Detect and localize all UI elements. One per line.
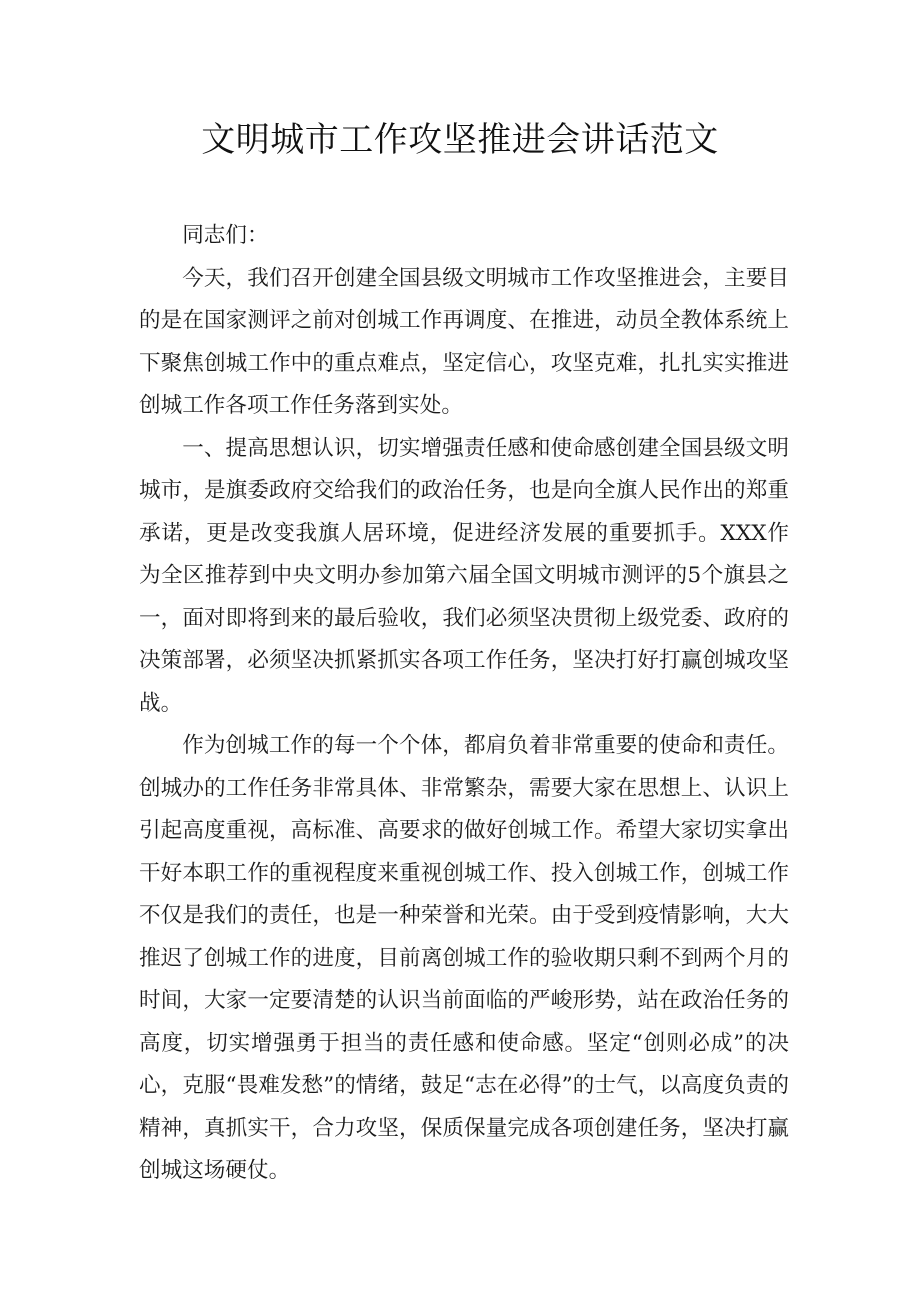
document-title: 文明城市工作攻坚推进会讲话范文 bbox=[201, 120, 719, 160]
paragraph-section-one: 一、提高思想认识，切实增强责任感和使命感创建全国县级文明城市，是旗委政府交给我们的政治任务，也是向全旗人民作出的郑重承诺，更是改变我旗人居环境，促进经济发展的重要抓手。XXX作为全区推荐到中央文明办参加第六届全国文明城市测评的5个旗县之一，面对即将到来的最后验收，我们必须坚决贯彻上级党委、政府的决策部署，必须坚决抓紧抓实各项工作任务，坚决打好打赢创城攻坚战。 bbox=[139, 435, 789, 716]
paragraph-responsibility: 作为创城工作的每一个个体，都肩负着非常重要的使命和责任。创城办的工作任务非常具体、非常繁杂，需要大家在思想上、认识上引起高度重视，高标准、高要求的做好创城工作。希望大家切实拿出干好本职工作的重视程度来重视创城工作、投入创城工作，创城工作不仅是我们的责任，也是一种荣誉和光荣。由于受到疫情影响，大大推迟了创城工作的进度，目前离创城工作的验收期只剩不到两个月的时间，大家一定要清楚的认识当前面临的严峻形势，站在政治任务的高度，切实增强勇于担当的责任感和使命感。坚定“创则必成”的决心，克服“畏难发愁”的情绪，鼓足“志在必得”的士气，以高度负责的精神，真抓实干，合力攻坚，保质保量完成各项创建任务，坚决打赢创城这场硬仗。 bbox=[139, 733, 789, 1183]
paragraph-opening: 今天，我们召开创建全国县级文明城市工作攻坚推进会，主要目的是在国家测评之前对创城工作再调度、在推进，动员全教体系统上下聚焦创城工作中的重点难点，坚定信心，攻坚克难，扎扎实实推进创城工作各项工作任务落到实处。 bbox=[139, 265, 789, 418]
salutation: 同志们： bbox=[182, 223, 269, 248]
document-body bbox=[139, 215, 789, 1193]
